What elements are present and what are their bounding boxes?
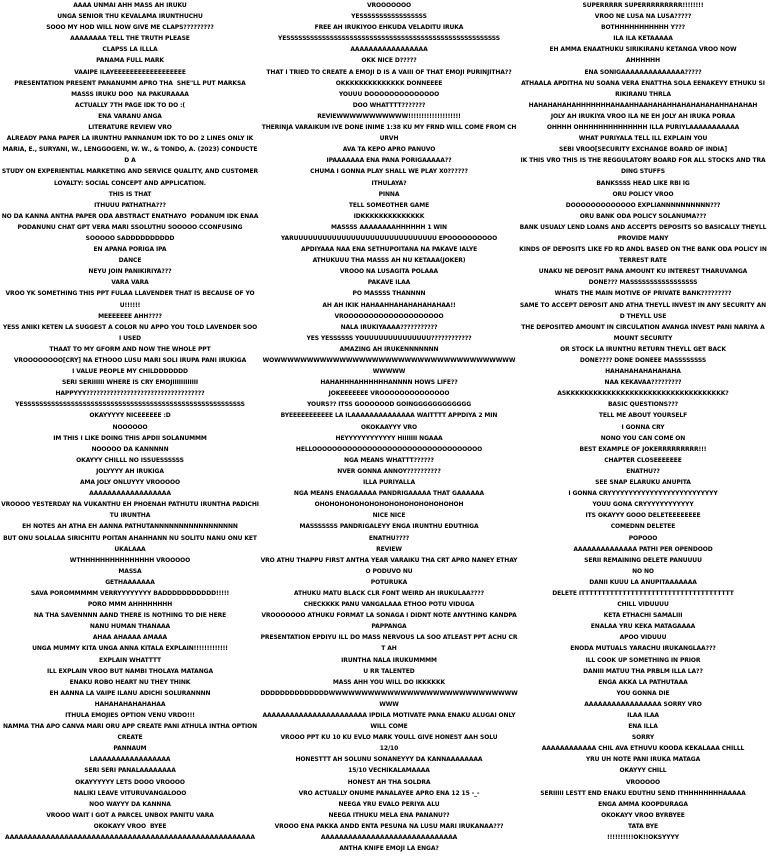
chat-line: VROOOO YESTERDAY NA VUKANTHU EH PHOENAH PATHUTU IRUNTHA PADICHITU IRUNTHA	[1, 501, 259, 520]
chat-line: ANTHA KNIFE EMOJI LA ENGA?	[339, 845, 439, 853]
chat-line: NO NO	[632, 567, 654, 575]
chat-line: GETHAAAAAAA	[105, 578, 155, 586]
chat-line: KINDS OF DEPOSITS LIKE FD RD ANDL BASED ON THE BANK ODA POLICY INTERREST RATE	[519, 246, 767, 265]
chat-line: PANAMA FULL MARK	[96, 57, 164, 65]
chat-line: VROOOOO	[625, 778, 661, 786]
chat-line: APOO VIDUUU	[619, 634, 667, 642]
chat-line: ENGA AKKA LA PATHUTAAA	[598, 678, 688, 686]
chat-line: JOLYYYY AH IRUKIGA	[96, 467, 164, 475]
chat-line: MASSSSSSS PANDRIGALEYY ENGA IRUNTHU EDUTHIGA	[299, 523, 479, 531]
chat-line: SERII REMAINING DELETE PANUUUU	[584, 556, 702, 564]
chat-line: THAT I TRIED TO CREATE A EMOJI D IS A VAIII OF THAT EMOJI PURINJITHA??	[266, 68, 512, 76]
chat-line: PAKAVE ILAA	[367, 279, 411, 287]
chat-line: AAAA UNMAI AHH MASS AH IRUKU	[73, 2, 187, 9]
chat-line: NOOOOOO	[112, 423, 148, 431]
chat-line: UNGA SENIOR THU KEVALAMA IRUNTHUCHU	[57, 13, 203, 21]
chat-line: YESSSSSSSSSSSSSSSSS	[351, 13, 427, 21]
chat-line: ENA SONIGAAAAAAAAAAAAAA?????	[584, 68, 702, 76]
chat-line: BANKSSSS HEAD LIKE RBI IG	[596, 179, 690, 187]
chat-line: SERI SERIIIIII WHERE IS CRY EMOJIIIIIIIIIIII	[62, 379, 198, 387]
chat-line: ENODA MUTUALS YARACHU IRUKANGLAA???	[570, 645, 716, 653]
chat-line: YESSSSSSSSSSSSSSSSSSSSSSSSSSSSSSSSSSSSSSSSSSSSSSSSSSSSSSSS	[15, 401, 245, 409]
chat-line: NEEGA ITHUKU MELA ENA PANANU??	[328, 811, 450, 819]
chat-line: DOOOOOOOOOOOOO EXPLIANNNNNNNNNN???	[565, 201, 721, 209]
chat-line: BASIC QUESTIONS???	[607, 401, 679, 409]
chat-line: MASSS IRUKU DOO NA PAKURAAAA	[71, 90, 189, 98]
chat-line: AVA TA KEPO APRO PANUVO	[342, 146, 436, 154]
chat-line: BANK USUALY LEND LOANS AND ACCEPTS DEPOSITS SO BASICALLY THEYLL PROVIDE MANY	[519, 223, 767, 242]
chat-line: ILA ILA KETAAAAA	[613, 35, 673, 43]
chat-line: ENAKU ROBO HEART NU THEY THINK	[69, 678, 191, 686]
chat-line: NEYU JOIN PANIKIRIYA???	[88, 268, 172, 276]
chat-line: DDDDDDDDDDDDDDWWWWWWWWWWWWWWWWWWWWWWWWWWWWWWWW	[260, 689, 518, 708]
chat-line: ENGA AMMA KOOPDURAGA	[598, 800, 688, 808]
chat-line: 12/10	[379, 745, 399, 753]
chat-line: SERI SERI PANALAAAAAAAA	[84, 767, 176, 775]
chat-line: AAAAAAAAAAAAAAAAAAAAAAAAAAAAAA	[320, 834, 458, 842]
chat-line: CHILL VIDUUUU	[617, 601, 669, 609]
chat-line: WHATS THE MAIN MOTIVE OF PRIVATE BANK?????????	[554, 290, 732, 298]
chat-line: NO DA KANNA ANTHA PAPER ODA ABSTRACT ENATHAYO PODANUM IDK ENAA	[1, 212, 259, 220]
chat-line: NGA MEANS WHATTT??????	[344, 456, 434, 464]
chat-line: NALIKI LEAVE VITURUVANGALOOO	[73, 789, 187, 797]
chat-line: VROOO NA LUSAGITA POLAAA	[339, 268, 439, 276]
chat-line: IRUNTHA NALA IRUKUMMMM	[341, 656, 437, 664]
chat-line: AAAAAAAAAAAAAAAAAAAAAAAAAAAAAAAAAAAAAAAAAAAAAAAAAAAAAAA	[5, 834, 255, 842]
chat-line: HONEST AH THA SOLDRA	[347, 778, 431, 786]
chat-line: NONO YOU CAN COME ON	[600, 434, 686, 442]
chat-line: ALREADY PANA PAPER LA IRUNTHU PANNANUM IDK TO DO 2 LINES ONLY IK	[6, 135, 254, 143]
chat-line: AAAAAAAAAAAAAAAAAA	[89, 490, 171, 498]
chat-line: HAHAHHHAHHHHHHANNNN HOWS LIFE??	[320, 379, 458, 387]
chat-line: ENATHU??	[626, 467, 660, 475]
chat-line: MARIA, E., SURYANI, W., LENGGOGENI, W. W., & TONDO, A. (2023) CONDUCTED A	[2, 146, 258, 165]
chat-line: KETA ETHACHI SAMALIII	[603, 612, 683, 620]
chat-line: ILLA PURIYALLA	[362, 479, 416, 487]
chat-line: VROOOOOOOO[CRY] NA ETHOOO LUSU MARI SOLI IRUPA PANI IRUKIGA	[13, 357, 247, 364]
chat-line: 15/10 VECHIKALAMAAAA	[348, 767, 430, 775]
chat-line: NOO WAYYY DA KANNNA	[89, 800, 171, 808]
chat-line: NAMMA THA APO CANVA MARI ORU APP CREATE PANI ATHULA INTHA OPTION CREATE	[3, 723, 259, 742]
chat-line: BOTHHHHHHHHHHH Y???	[601, 24, 685, 32]
chat-line: AHHHHHH	[625, 57, 661, 65]
column-left	[1, 0, 259, 862]
chat-line: VROOO WAIT I GOT A PARCEL UNBOX PANITU VARA	[46, 811, 214, 819]
chat-line: SOOOOO SADDDDDDDDDD	[85, 234, 175, 242]
chat-line: ENALAA YRU KEKA MATAGAAAA	[590, 623, 696, 631]
chat-line: ORU POLICY VROO	[612, 190, 674, 198]
chat-line: JOKEEEEEEE VROOOOOOOOOOOOOO	[328, 390, 450, 398]
chat-line: EH AANNA LA VAIPE ILANU ADICHI SOLURANNNN	[49, 689, 211, 697]
chat-line: MASS AHH YOU WILL DO IKKKKKK	[332, 678, 446, 686]
chat-line: SORRY	[631, 734, 655, 742]
chat-line: WHAT PURIYALA TELL ILL EXPLAIN YOU	[578, 135, 708, 143]
chat-line: AAAAAAAAAAAAAAAAA	[350, 46, 428, 54]
chat-line: PODANUNU CHAT GPT VERA MARI SSOLUTHU SOOOOO CCONFUSING	[17, 223, 243, 231]
chat-line: HELLOOOOOOOOOOOOOOOOOOOOOOOOOOOOOOOOOO	[295, 445, 483, 453]
chat-line: THAAT TO MY GFORM AND NOW THE WHOLE PPT	[49, 345, 211, 353]
chat-line: VRO ACTUALLY ONUME PANALAYEE APRO ENA 12 15 -_-	[298, 789, 480, 797]
chat-line: OR STOCK LA IRUNTHU RETURN THEYLL GET BACK	[560, 345, 726, 353]
chat-line: EN APANA PORIGA IPA	[93, 246, 167, 254]
chat-line: HONESTTT AH SOLUNU SONANEYYY DA KANNAAAAAAAA	[295, 756, 483, 764]
chat-line: JOLY AH IRUKIYA VROO ILA NE EH JOLY AH IRUKA PORAA	[550, 112, 736, 120]
chat-line: OKKKKKKKKKKKKKK DONNEEEE	[335, 79, 443, 87]
chat-line: YES YESSSSSS YOUUUUUUUUUUUUUU????????????	[306, 334, 472, 342]
chat-line: OHHHH OHHHHHHHHHHHHHH ILLA PURIYLAAAAAAAAAAA	[546, 124, 740, 132]
column-right	[519, 0, 767, 862]
chat-line: OHOHOHOHOHOHOHOHOHOHOHOHOHOHOH	[314, 501, 464, 509]
chat-line: ILL COOK UP SOMETHING IN PRIOR	[585, 656, 701, 664]
chat-line: OKAYYYYY NICEEEEEE :D	[89, 412, 171, 420]
chat-line: VROOOOOOO	[366, 2, 412, 9]
chat-line: AAAAAAAAAAAAAAAAA SORRY VRO	[584, 700, 702, 708]
chat-line: THE DEPOSITED AMOUNT IN CIRCULATION AVANGA INVEST PANI NARIYA AMOUNT SECURITY	[521, 323, 765, 342]
chat-line: ORU BANK ODA POLICY SOLANUMA???	[579, 212, 707, 220]
chat-line: ACTUALLY 7TH PAGE IDK TO DO :(	[74, 101, 186, 109]
chat-line: SUPERRRRR SUPERRRRRRRRR!!!!!!!!	[582, 2, 704, 9]
chat-line: DANIII MATUU THA PRBLM ILLA LA??	[583, 667, 703, 675]
chat-line: NALA IRUKIYAAAA???????????	[340, 323, 438, 331]
chat-line: REVIEWWWWWWWWWWW!!!!!!!!!!!!!!!!!!!!	[317, 112, 461, 120]
chat-line: UNGA MUMMY KITA UNGA ANNA KITALA EXPLAIN!!!!!!!!!!!!!	[32, 645, 228, 653]
chat-line: !!!!!!!!!!OK!!OKSYYYY	[607, 834, 679, 842]
chat-line: ILL EXPLAIN VROO BUT NAMBI THOLAYA MATANGA	[46, 667, 214, 675]
chat-line: NICE NICE	[372, 512, 406, 520]
chat-line: CLAPSS LA ILLLA	[102, 46, 158, 54]
chat-line: OKOKAYY VROO BYRBYEE	[601, 811, 685, 819]
chat-line: ATHAALA APDITHA NU SOANA VERA ENATTHA SOLA EENAKEYY ETHUKU SIRIKIRANU THRLA	[521, 79, 765, 98]
chat-line: MEEEEEEE AHH????	[98, 312, 162, 320]
chat-line: OKK NICE D?????	[361, 57, 417, 65]
chat-line: TELL SOMEOTHER GAME	[348, 201, 430, 209]
chat-line: CHUMA I GONNA PLAY SHALL WE PLAY X0??????	[310, 168, 468, 176]
chat-line: SOOO MY HOD WILL NOW GIVE ME CLAPS?????????	[46, 24, 214, 32]
chat-line: U RR TALENTED	[363, 667, 415, 675]
chat-line: NANU HUMAN THANAAA	[89, 623, 171, 631]
chat-line: NA THA SAVENNNN AAND THERE IS NOTHING TO DIE HERE	[33, 612, 227, 620]
chat-line: ATHUKU MATU BLACK CLR FONT WEIRD AH IRUKULAA????	[293, 589, 485, 597]
chat-line: ITS OKAYYY GOOO DELETEEEEEEEE	[585, 512, 701, 520]
chat-line: OKAYYY CHILLL NO ISSUESSSSSS	[76, 456, 184, 464]
chat-line: OKAYYYYYY LETS DOOO VROOOO	[75, 778, 185, 786]
chat-line: YESS ANIKI KETEN LA SUGGEST A COLOR NU APPO YOU TOLD LAVENDER SOO I USED	[2, 323, 260, 342]
chat-line: I GONNA CRYYYYYYYYYYYYYYYYYYYYYYYYYY	[568, 490, 718, 498]
chat-line: POPOOO	[628, 534, 658, 542]
chat-line: AH AH IKIK HAHAAHHAHAHAHAHAHAA!!	[322, 301, 456, 309]
chat-line: ITHUUU PATHATHA???	[94, 201, 166, 209]
chat-line: ITHULA EMOJIES OPTION VENU VRDO!!!	[65, 712, 195, 719]
chat-line: LAAAAAAAAAAAAAAAAA	[89, 756, 171, 764]
chat-line: BUT ONU SOLALAA SIRICHITU POITAN AHAHHANN NU SOLITU NANU ONU KETUKALAAA	[3, 534, 257, 553]
chat-line: TATA BYE	[627, 822, 659, 830]
chat-line: NVER GONNA ANNOY??????????	[337, 467, 441, 475]
chat-line: SERIIIII LESTT END ENAKU EDUTHU SEND ITHHHHHHHHAAAAA	[540, 789, 746, 797]
chat-line: PRESENTATION PRESENT PANANUMM APRO THA SHE"LL PUT MARKSA	[14, 79, 246, 87]
chat-line: ENA VARANU ANGA	[98, 112, 162, 120]
chat-line: MASSA	[118, 567, 142, 575]
chat-line: SAME TO ACCEPT DEPOSIT AND ATHA THEYLL INVEST IN ANY SECURITY AND THEYLL USE	[519, 301, 767, 320]
chat-line: AMA JOLY ONLUYYY VROOOOO	[79, 479, 181, 487]
chat-line: MASSSS AAAAAAAAHHHHHH 1 WIN	[331, 223, 447, 231]
chat-line: THERINJA VARAIKUM IVE DONE INIME 1:38 KU MY FRND WILL COME FROM CHURVH	[261, 124, 517, 143]
chat-line: THIS IS THAT	[108, 190, 152, 198]
chat-line: DONE???? DONE DONEEE MASSSSSSSS	[579, 357, 707, 364]
chat-line: EH NOTES AH ATHA EH AANNA PATHUTANNNNNNNNNNNNNNNNN	[22, 523, 238, 531]
chat-line: VRO ATHU THAPPU FIRST ANTHA YEAR VARAIKU THA CRT APRO NANEY ETHAYO PODUVO NU	[260, 556, 518, 575]
chat-line: IM THIS I LIKE DOING THIS APDII SOLANUMMM	[53, 434, 207, 442]
chat-line: APDIYAAA NAA ENA SETHUPOITANA NA PAKAVE IALYE	[300, 246, 478, 254]
chat-line: STUDY ON EXPERIENTIAL MARKETING AND SERVICE QUALITY, AND CUSTOMER	[1, 168, 259, 176]
chat-line: VROOOOOOOOOOOOOOOOOOOO	[334, 312, 444, 320]
chat-line: AAAAAAAA TELL THE TRUTH PLEASE	[70, 35, 190, 43]
chat-line: VROOO ENA PAKKA ANDD ENTA PESUNA NA LUSU MARI IRUKANAA???	[274, 822, 504, 830]
chat-line: AAAAAAAAAAAAAA PATHI PER OPENDOOD	[573, 545, 713, 553]
chat-line: PINNA	[378, 190, 400, 198]
chat-line: REVIEW	[376, 545, 402, 553]
chat-line: DANCE	[118, 257, 142, 265]
chat-line: ENATHU????	[368, 534, 410, 542]
chat-line: NAA KEKAVAA?????????	[604, 379, 682, 387]
chat-line: HEYYYYYYYYYYYY HIIIIIII NGAAA	[335, 434, 443, 442]
chat-line: BYEEEEEEEEEEE LA ILAAAAAAAAAAAAAA WAITTTT APPDIYA 2 MIN	[280, 412, 498, 420]
chat-line: YOU GONNA DIE	[616, 689, 670, 697]
chat-line: DOO WHATTTT???????	[352, 101, 426, 109]
chat-line: HAPPYYY???????????????????????????????????	[55, 390, 205, 398]
chat-line: FREE AH IRUKIYOO EHKUDA VELADITU IRUKA	[314, 24, 464, 32]
chat-line: PANNAUM	[113, 745, 147, 753]
chat-line: COMEDNN DELETEE	[610, 523, 676, 531]
chat-line: VROO YK SOMETHING THIS PPT FULAA LLAVENDER THAT IS BECAUSE OF YOU!!!!!!	[5, 290, 255, 309]
chat-line: VROOO PPT KU 10 KU EVLO MARK YOULL GIVE HONEST AAH SOLU	[280, 734, 498, 742]
chat-line: POTURUKA	[370, 578, 408, 586]
chat-line: I GONNA CRY	[621, 423, 665, 431]
chat-line: OKOKAAYYY VRO	[360, 423, 418, 431]
chat-line: ILAA ILAA	[627, 712, 659, 719]
chat-line: YESSSSSSSSSSSSSSSSSSSSSSSSSSSSSSSSSSSSSSSSSSSSSSSSSSSSSS	[278, 35, 500, 43]
chat-line: AAAAAAAAAAAA CHIL AVA ETHUVU KOODA KEKALAAA CHILLL	[541, 745, 745, 753]
chat-line: ITHULAYA?	[371, 179, 407, 187]
chat-line: DELETE ITTTTTTTTTTTTTTTTTTTTTTTTTTTTTTTTTTTTT	[552, 589, 734, 597]
chat-line: ASKKKKKKKKKKKKKKKKKKKKKKKKKKKKKKKKKKK?	[557, 390, 729, 398]
chat-line: NOOOOO DA KANNNNN	[91, 445, 169, 453]
chat-line: IK THIS VRO THIS IS THE REGGULATORY BOARD FOR ALL STOCKS AND TRADING STUFFS	[520, 157, 766, 176]
chat-line: TELL ME ABOUT YOURSELF	[598, 412, 688, 420]
chat-line: IPAAAAAAA ENA PANA PORIGAAAAA??	[326, 157, 452, 165]
chat-line: ENA ILLA	[628, 723, 658, 731]
chat-line: SEBI VROO[SECURITY EXCHANGE BOARD OF INDIA]	[559, 146, 727, 154]
chat-line: VROO NE LUSA NA LUSA?????	[594, 13, 692, 21]
chat-line: NEEGA YRU EVALO PERIYA ALU	[338, 800, 440, 808]
chat-line: YRU UH NOTE PANI IRUKA MATAGA	[585, 756, 701, 764]
chat-line: HAHAHAHAHAHHHHHHHAHAAHHAAHAHAHHAHAHAHAHAHHAHAHAH	[528, 101, 758, 109]
chat-line: ATHUKUUU THA MASSS AH NU KETAAA(JOKER)	[312, 257, 466, 265]
chat-line: IDKKKKKKKKKKKKKK	[353, 212, 425, 220]
chat-line: AHAA AHAAAA AMAAA	[92, 634, 168, 642]
chat-line: CHECKKKK PANU VANGALAAA ETHOO POTU VIDUGA	[303, 601, 475, 609]
chat-line: OKOKAYY VROO BYEE	[93, 822, 167, 830]
chat-line: HAHAHAHAHAHAHAA	[94, 700, 166, 708]
chat-line: WTHHHHHHHHHHHHHHH VROOOOO	[69, 556, 191, 564]
chat-line: PRESENTATION EPDIYU ILL DO MASS NERVOUS LA SOO ATLEAST PPT ACHU CRT AH	[260, 634, 518, 653]
chat-line: YOURS?? ITSS GOOOOOOD GOINGGGGGGGGGGGG	[306, 401, 472, 409]
chat-line: NGA MEANS ENAGAAAAA PANDRIGAAAAA THAT GAAAAAA	[293, 490, 485, 498]
chat-line: VAAIPE ILAYEEEEEEEEEEEEEEEEEE	[74, 68, 186, 76]
chat-line: EXPLAIN WHATTTT	[98, 656, 162, 664]
chat-line: LITERATURE REVIEW VRO	[88, 124, 172, 132]
chat-line: EH AMMA ENAATHUKU SIRIKIRANU KETANGA VROO NOW	[549, 46, 737, 54]
chat-line: UNAKU NE DEPOSIT PANA AMOUNT KU INTEREST THARUVANGA	[538, 268, 748, 276]
chat-line: LOYALTY: SOCIAL CONCEPT AND APPLICATION.	[54, 179, 206, 187]
chat-line: SAVA POROMMMMM VERRYYYYYYYY BADDDDDDDDDDD!!!!!	[30, 589, 230, 597]
column-middle	[260, 0, 518, 862]
chat-line: CHAPTER CLOSEEEEEEE	[604, 456, 682, 464]
chat-line: DONE??? MASSSSSSSSSSSSSSSSS	[588, 279, 698, 287]
chat-line: DANII KUUU LA ANUPITAAAAAAA	[589, 578, 697, 586]
chat-line: WOWWWWWWWWWWWWWWWWWWWWWWWWWWWWWWWWWWWWWWWWWW	[262, 357, 516, 376]
chat-line: AMAZING AH IRUKENNNNNNN	[339, 345, 439, 353]
chat-line: I VALUE PEOPLE MY CHILDDDDDDD	[72, 368, 188, 376]
chat-line: PORO MMM AHHHHHHHH	[87, 601, 173, 609]
chat-line: BEST EXAMPLE OF JOKERRRRRRRRR!!!	[579, 445, 707, 453]
chat-line: SEE SNAP ELARUKU ANUPITA	[595, 479, 691, 487]
chat-line: YARUUUUUUUUUUUUUUUUUUUUUUUUUUUUUU EPOOOOOOOOOO	[280, 234, 498, 242]
chat-line: VARA VARA	[111, 279, 149, 287]
chat-line: OKAYYY CHILL	[619, 767, 667, 775]
chat-line: YOUUU DOOOOOOOOOOOOOO	[338, 90, 440, 98]
chat-line: HAHAHAHAHAHAHAHA	[605, 368, 681, 376]
chat-line: PO MASSSS THANNNN	[352, 290, 426, 298]
chat-line: AAAAAAAAAAAAAAAAAAAAAAA IPDILA MOTIVATE PANA ENAKU ALUGAI ONLY WILL COME	[262, 712, 518, 731]
chat-line: YOUU GONA CRYYYYYYYYYYYY	[592, 501, 694, 509]
chat-line: VROOOOOOO ATHUKU FORMAT LA SONAGA I DIDNT NOTE ANYTHING KANDPA PAPPANGA	[261, 612, 519, 631]
